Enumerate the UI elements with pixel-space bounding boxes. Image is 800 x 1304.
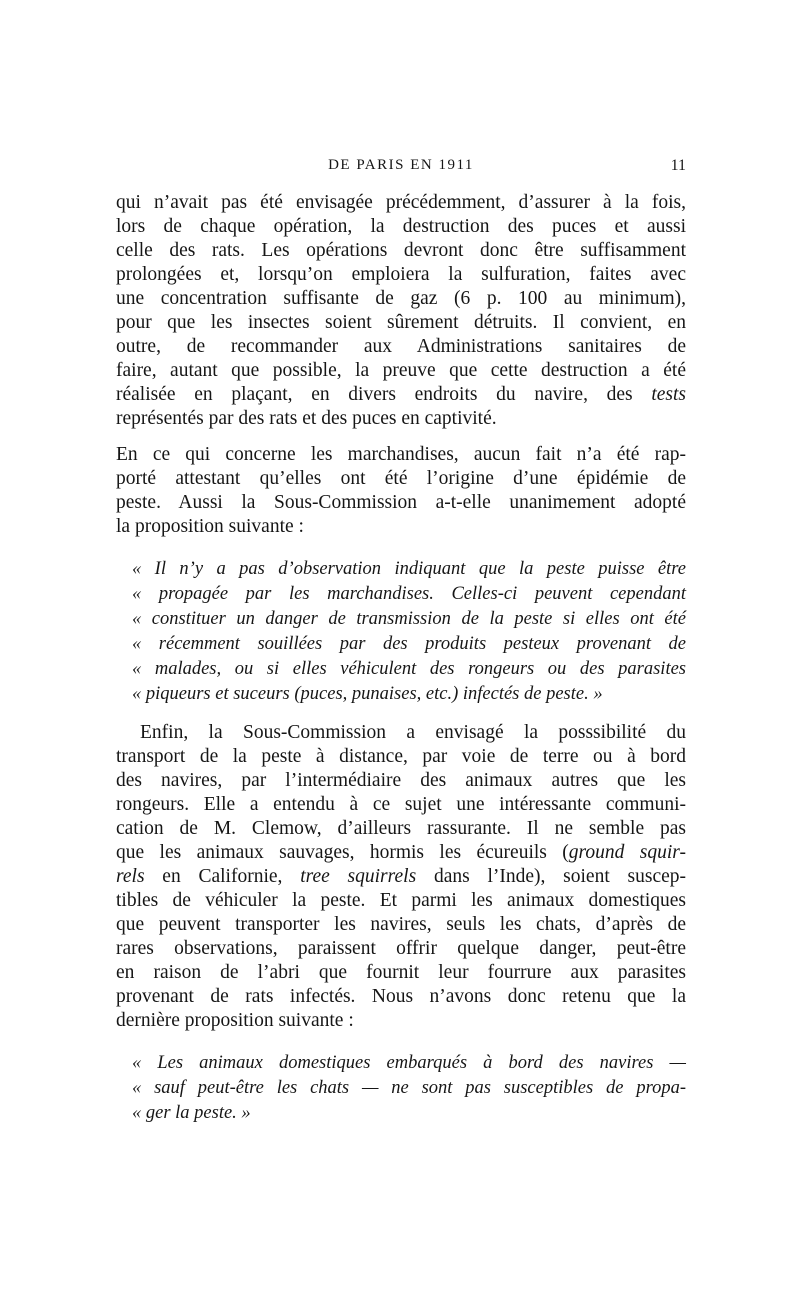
text-line: prolongées et, lorsqu’on emploiera la sulfuration, faites avec <box>116 264 686 285</box>
quote-line: « propagée par les marchandises. Celles-ci peuvent cependant <box>132 584 686 604</box>
text-line: pour que les insectes soient sûrement détruits. Il convient, en <box>116 312 686 333</box>
text-line: celle des rats. Les opérations devront donc être suffisamment <box>116 240 686 261</box>
paragraph-1 <box>116 191 686 431</box>
text-line: transport de la peste à distance, par voie de terre ou à bord <box>116 746 686 767</box>
text-line: faire, autant que possible, la preuve que cette destruction a été <box>116 360 686 381</box>
quote-line: « piqueurs et suceurs (puces, punaises, etc.) infectés de peste. » <box>132 684 603 704</box>
text-line: des navires, par l’intermédiaire des animaux autres que les <box>116 770 686 791</box>
text-line <box>116 841 686 865</box>
text-run: que les animaux sauvages, hormis les écureuils ( <box>116 842 569 863</box>
quote-line: « malades, ou si elles véhiculent des rongeurs ou des parasites <box>132 659 686 679</box>
text-run: en Californie, <box>144 866 301 887</box>
text-line: outre, de recommander aux Administrations sanitaires de <box>116 336 686 357</box>
italic-term: tree squirrels <box>300 866 417 887</box>
text-line: provenant de rats infectés. Nous n’avons donc retenu que la <box>116 986 686 1007</box>
quotation-2 <box>116 1051 686 1126</box>
page-number: 11 <box>670 157 686 174</box>
quote-line: « ger la peste. » <box>132 1103 251 1123</box>
text-line: lors de chaque opération, la destruction des puces et aussi <box>116 216 686 237</box>
text-line: que peuvent transporter les navires, seuls les chats, d’après de <box>116 914 686 935</box>
running-title: DE PARIS EN 1911 <box>328 157 474 173</box>
text-line: une concentration suffisante de gaz (6 p. 100 au minimum), <box>116 288 686 309</box>
text-line: Enfin, la Sous-Commission a envisagé la posssibilité du <box>140 722 686 743</box>
italic-term: rels <box>116 866 145 887</box>
text-line: qui n’avait pas été envisagée précédemment, d’assurer à la fois, <box>116 192 686 213</box>
quote-line: « sauf peut-être les chats — ne sont pas susceptibles de propa- <box>132 1078 686 1098</box>
text-line: rares observations, paraissent offrir quelque danger, peut-être <box>116 938 686 959</box>
page-body <box>116 191 686 1126</box>
quote-line: « Les animaux domestiques embarqués à bord des navires — <box>132 1053 686 1073</box>
text-line: En ce qui concerne les marchandises, aucun fait n’a été rap- <box>116 444 686 465</box>
paragraph-2 <box>116 443 686 539</box>
quote-line: « récemment souillées par des produits pesteux provenant de <box>132 634 686 654</box>
text-line <box>116 865 686 889</box>
page-header <box>116 157 686 181</box>
text-line: représentés par des rats et des puces en captivité. <box>116 408 497 429</box>
text-line: tibles de véhiculer la peste. Et parmi les animaux domestiques <box>116 890 686 911</box>
quotation-1 <box>116 557 686 707</box>
text-line: la proposition suivante : <box>116 516 304 537</box>
text-line: peste. Aussi la Sous-Commission a-t-elle unanimement adopté <box>116 492 686 513</box>
text-run: dans l’Inde), soient suscep- <box>416 866 687 887</box>
text-line: dernière proposition suivante : <box>116 1010 354 1031</box>
text-line: porté attestant qu’elles ont été l’origine d’une épidémie de <box>116 468 686 489</box>
quote-line: « constituer un danger de transmission de la peste si elles ont été <box>132 609 686 629</box>
quote-line: « Il n’y a pas d’observation indiquant que la peste puisse être <box>132 559 686 579</box>
italic-term: ground squir- <box>568 842 686 863</box>
text-line: cation de M. Clemow, d’ailleurs rassurante. Il ne semble pas <box>116 818 686 839</box>
text-run: réalisée en plaçant, en divers endroits du navire, des <box>116 384 633 405</box>
italic-term: tests <box>651 384 687 405</box>
paragraph-3 <box>116 721 686 1033</box>
text-line: rongeurs. Elle a entendu à ce sujet une intéressante communi- <box>116 794 686 815</box>
text-line: en raison de l’abri que fournit leur fourrure aux parasites <box>116 962 686 983</box>
text-line <box>116 383 686 407</box>
